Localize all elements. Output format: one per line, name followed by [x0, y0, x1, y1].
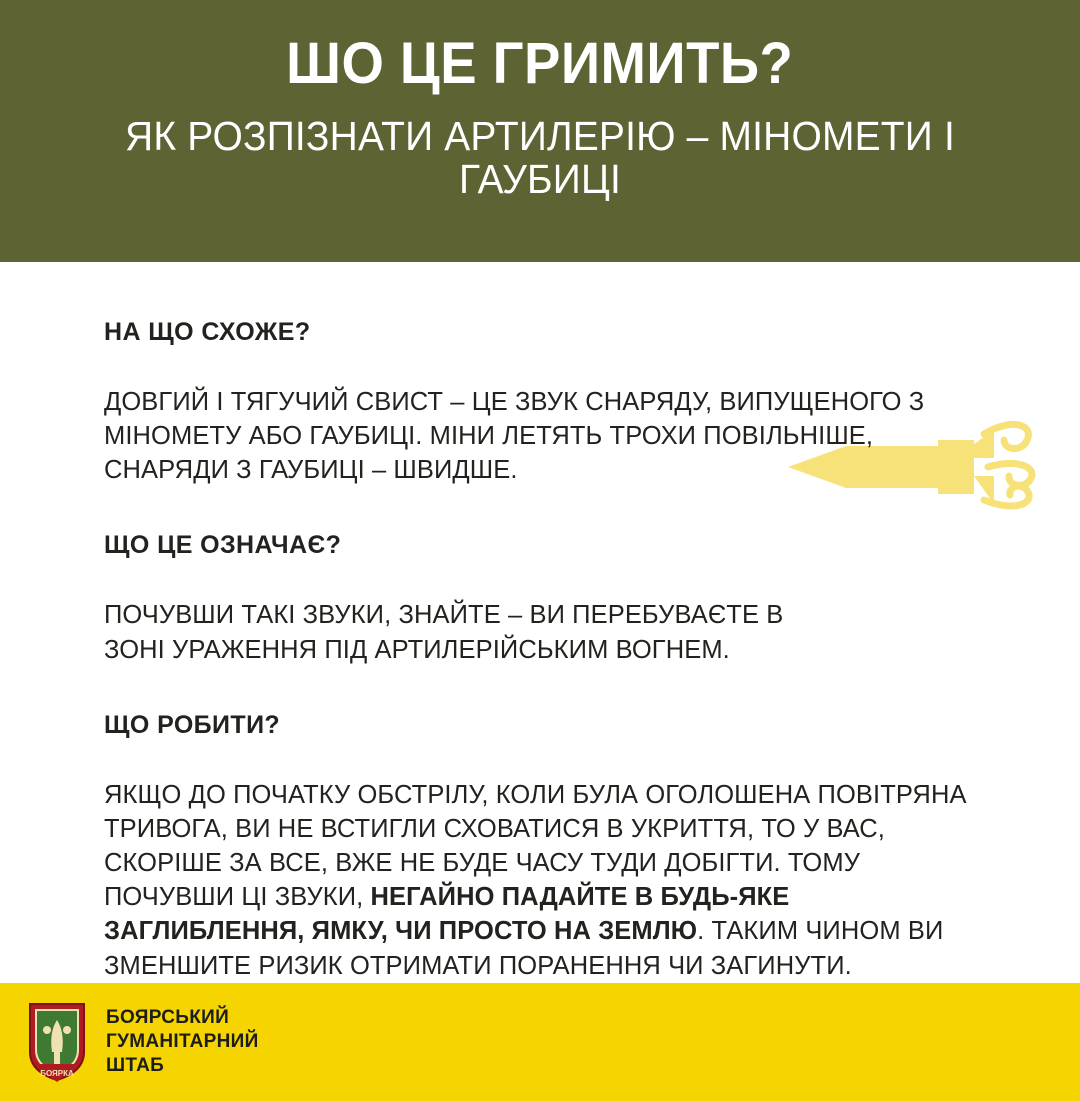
section-text: ПОЧУВШИ ТАКІ ЗВУКИ, ЗНАЙТЕ – ВИ ПЕРЕБУВАЄТЕ В ЗОНІ УРАЖЕННЯ ПІД АРТИЛЕРІЙСЬКИМ ВОГНЕМ. — [104, 601, 784, 664]
section-text: ДОВГИЙ І ТЯГУЧИЙ СВИСТ – ЦЕ ЗВУК СНАРЯДУ, ВИПУЩЕНОГО З МІНОМЕТУ АБО ГАУБИЦІ. МІНИ ЛЕТЯТЬ ТРОХИ ПОВІЛЬНІШЕ, СНАРЯДИ З ГАУБИЦІ – ШВИДШЕ. — [104, 388, 925, 485]
page-title: ШО ЦЕ ГРИМИТЬ? — [286, 31, 794, 96]
section-what-to-do — [104, 711, 976, 983]
organization-name-line3: ШТАБ — [106, 1054, 165, 1076]
section-text-part1: ЯКЩО ДО ПОЧАТКУ ОБСТРІЛУ, КОЛИ БУЛА ОГОЛОШЕНА ПОВІТРЯНА ТРИВОГА, ВИ НЕ ВСТИГЛИ СХОВАТИСЯ В УКРИТТЯ, ТО У ВАС, СКОРІШЕ ЗА ВСЕ, ВЖЕ НЕ БУДЕ ЧАСУ ТУДИ ДОБІГТИ. ТОМУ ПОЧУВШИ ЦІ ЗВУКИ, — [104, 780, 967, 912]
section-text-emphasis: НЕГАЙНО ПАДАЙТЕ В БУДЬ-ЯКЕ ЗАГЛИБЛЕННЯ, ЯМКУ, ЧИ ПРОСТО НА ЗЕМЛЮ — [104, 883, 790, 946]
section-what-it-sounds-like — [104, 318, 976, 487]
poster-body — [0, 262, 1080, 983]
organization-name-line2: ГУМАНІТАРНИЙ — [106, 1030, 259, 1052]
boyarka-coat-of-arms-icon — [26, 1000, 88, 1084]
section-heading: ЩО РОБИТИ? — [104, 710, 281, 739]
section-heading: НА ЩО СХОЖЕ? — [104, 318, 311, 346]
organization-name-line1: БОЯРСЬКИЙ — [106, 1006, 230, 1028]
section-what-it-means — [104, 531, 976, 666]
crest-caption: БОЯРКА — [40, 1068, 74, 1078]
section-heading: ЩО ЦЕ ОЗНАЧАЄ? — [104, 531, 342, 560]
section-text — [104, 778, 976, 983]
section-text-part2: . ТАКИМ ЧИНОМ ВИ ЗМЕНШИТЕ РИЗИК ОТРИМАТИ ПОРАНЕННЯ ЧИ ЗАГИНУТИ. — [104, 917, 944, 980]
poster-footer — [0, 983, 1080, 1101]
poster-header — [0, 0, 1080, 262]
organization-name — [106, 1006, 259, 1078]
page-subtitle: ЯК РОЗПІЗНАТИ АРТИЛЕРІЮ – МІНОМЕТИ І ГАУБИЦІ — [124, 113, 955, 203]
